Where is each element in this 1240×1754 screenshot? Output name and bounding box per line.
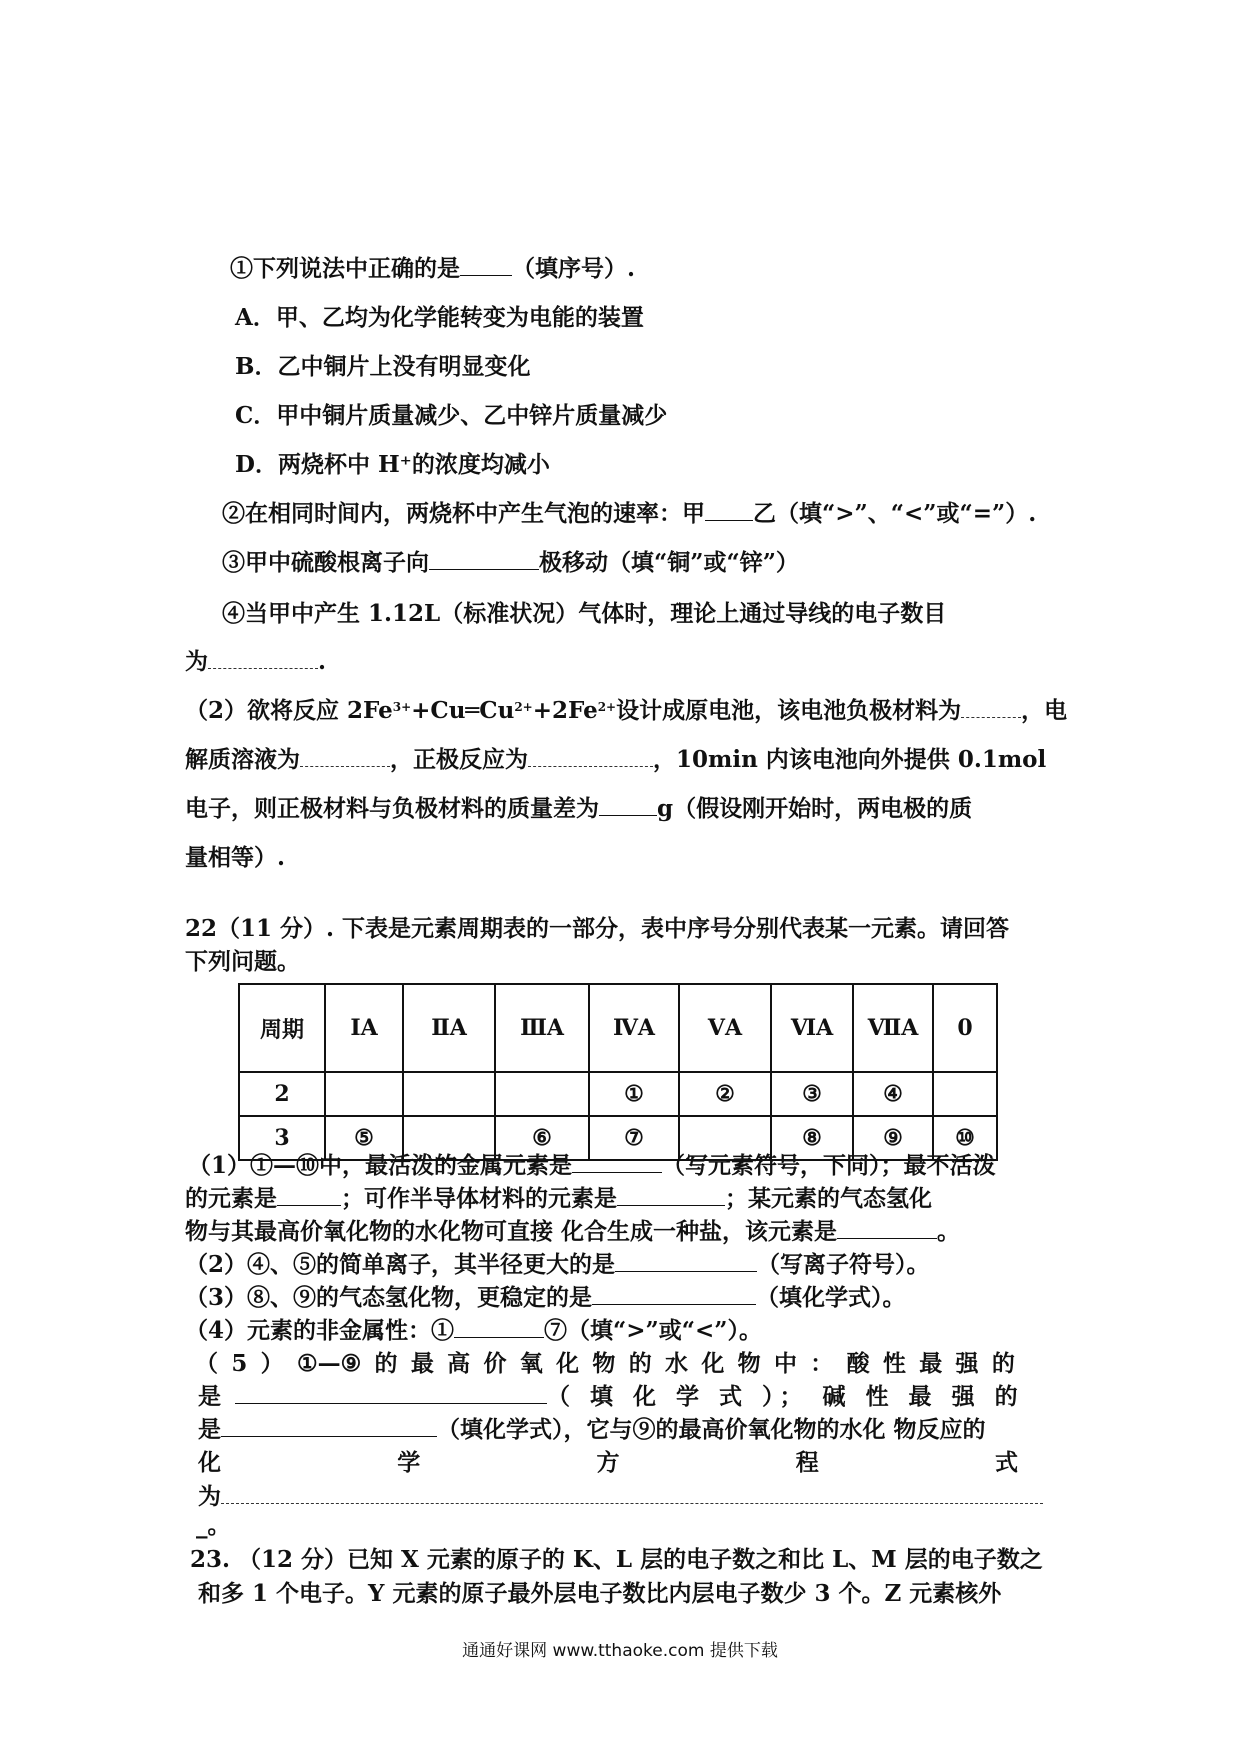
text: 是	[198, 1416, 221, 1443]
text: （写离子符号）。	[757, 1251, 930, 1278]
periodic-table	[238, 983, 998, 1161]
answer-blank[interactable]	[235, 1381, 547, 1404]
q21-part2-line1	[185, 695, 1067, 727]
q21-part2-line2	[185, 744, 1046, 776]
superscript: 2+	[597, 700, 617, 714]
text: （	[195, 1350, 218, 1377]
answer-blank[interactable]	[460, 253, 512, 276]
table-header-cell: ⅡA	[403, 984, 495, 1072]
q22-title: 22（11 分）. 下表是元素周期表的一部分，表中序号分别代表某一元素。请回答	[185, 915, 1010, 942]
text: （ 填 化 学 式 ）； 碱 性 最 强 的	[547, 1383, 1024, 1410]
q22-sub4	[185, 1315, 762, 1347]
text: ：	[810, 1350, 834, 1377]
text: ⑦（填“>”或“<”）。	[544, 1317, 762, 1344]
page-footer: 通通好课网 www.tthaoke.com 提供下载	[462, 1641, 778, 1661]
text: （3）⑧、⑨的气态氢化物，更稳定的是	[185, 1284, 593, 1311]
text: 学	[397, 1449, 421, 1476]
text: 电子，则正极材料与负极材料的质量差为	[185, 795, 599, 822]
table-cell	[495, 1072, 589, 1116]
text: ①—⑨	[296, 1350, 362, 1377]
table-cell	[933, 1072, 997, 1116]
answer-blank[interactable]	[961, 695, 1021, 718]
q21-sub2-suffix: 乙（填“>”、“<”或“=”）.	[753, 500, 1037, 527]
text: （填化学式）。	[756, 1284, 906, 1311]
text: ，10min 内该电池向外提供 0.1mol	[653, 746, 1047, 773]
answer-blank[interactable]	[221, 1481, 1043, 1504]
text: 氧	[519, 1350, 543, 1377]
answer-blank[interactable]	[454, 1315, 544, 1338]
q22-sub5-line3	[198, 1414, 986, 1446]
q22-sub5-line5	[198, 1481, 1043, 1513]
table-header-cell: 周期	[239, 984, 325, 1072]
text: （填化学式），它与⑨的最高价氧化物的水化 物反应的	[437, 1416, 986, 1443]
text: +2Fe	[532, 697, 598, 724]
table-cell: ⑥	[495, 1116, 589, 1160]
text: 化	[556, 1350, 580, 1377]
answer-blank[interactable]	[599, 793, 657, 816]
text: 的	[374, 1350, 398, 1377]
q23-line1: 23. （12 分）已知 X 元素的原子的 K、L 层的电子数之和比 L、M 层的电子数之	[190, 1546, 1043, 1573]
text: ；可作半导体材料的元素是	[341, 1185, 617, 1212]
answer-blank[interactable]	[277, 1183, 341, 1206]
q22-sub5-line4	[198, 1447, 1018, 1479]
answer-blank[interactable]	[300, 744, 390, 767]
table-header-cell: ⅢA	[495, 984, 589, 1072]
table-header-cell: ⅣA	[589, 984, 679, 1072]
text: ）	[260, 1350, 284, 1377]
text: （4）元素的非金属性：①	[185, 1317, 455, 1344]
table-cell	[325, 1072, 403, 1116]
answer-blank[interactable]	[572, 1150, 662, 1173]
table-cell: ③	[771, 1072, 853, 1116]
table-header-cell: ⅤA	[679, 984, 771, 1072]
answer-blank[interactable]	[705, 498, 753, 521]
answer-blank[interactable]	[837, 1216, 937, 1239]
text: （2）欲将反应 2Fe	[185, 697, 393, 724]
q21-option-a: A．甲、乙均为化学能转变为电能的装置	[235, 304, 644, 331]
text: 的元素是	[185, 1185, 277, 1212]
text: 最	[410, 1350, 434, 1377]
text: ；某元素的气态氢化	[725, 1185, 932, 1212]
text: ，电	[1021, 697, 1068, 724]
answer-blank[interactable]	[208, 646, 318, 669]
table-header-cell: ⅥA	[771, 984, 853, 1072]
table-cell: ⑦	[589, 1116, 679, 1160]
table-cell: ⑧	[771, 1116, 853, 1160]
q21-sub4-prefix: 为	[185, 648, 208, 675]
text: 物	[592, 1350, 616, 1377]
text: 。	[937, 1218, 961, 1245]
q21-sub3	[222, 547, 799, 579]
table-cell: ⑩	[933, 1116, 997, 1160]
text: 程	[795, 1449, 819, 1476]
text: 为	[198, 1483, 221, 1510]
table-cell: ④	[853, 1072, 933, 1116]
q21-sub4-end: .	[318, 648, 327, 675]
text: （2）④、⑤的简单离子，其半径更大的是	[185, 1251, 616, 1278]
text: 设计成原电池，该电池负极材料为	[616, 697, 962, 724]
table-cell: ⑨	[853, 1116, 933, 1160]
answer-blank[interactable]	[429, 547, 539, 570]
table-cell: ②	[679, 1072, 771, 1116]
q22-sub5-line6: _。	[196, 1512, 231, 1539]
q21-sub2-prompt: ②在相同时间内，两烧杯中产生气泡的速率：甲	[222, 500, 705, 527]
table-cell: 2	[239, 1072, 325, 1116]
q21-sub1-prompt: ①下列说法中正确的是	[230, 255, 460, 282]
text: ，正极反应为	[390, 746, 528, 773]
q21-part2-line3	[185, 793, 972, 825]
q21-sub3-prompt: ③甲中硫酸根离子向	[222, 549, 429, 576]
text: 5	[231, 1350, 248, 1377]
text: 价	[483, 1350, 507, 1377]
table-cell	[403, 1072, 495, 1116]
q22-title-cont: 下列问题。	[185, 948, 300, 975]
text: 酸	[846, 1350, 870, 1377]
text: 方	[596, 1449, 620, 1476]
text: （1）①—⑩中，最活泼的金属元素是	[188, 1152, 573, 1179]
q22-sub1-line3	[185, 1216, 960, 1248]
text: 是	[198, 1383, 221, 1410]
text: 的	[991, 1350, 1015, 1377]
q22-sub1-line1	[188, 1150, 996, 1182]
text: +Cu═Cu	[411, 697, 515, 724]
table-cell: ⑤	[325, 1116, 403, 1160]
text: 高	[447, 1350, 471, 1377]
table-header-cell: ⅦA	[853, 984, 933, 1072]
text: 强	[955, 1350, 979, 1377]
q21-sub4-cont	[185, 646, 326, 678]
text: 最	[919, 1350, 943, 1377]
q21-sub4: ④当甲中产生 1.12L（标准状况）气体时，理论上通过导线的电子数目	[222, 600, 947, 627]
q21-part2-line4: 量相等）.	[185, 844, 286, 871]
table-cell: 3	[239, 1116, 325, 1160]
text: 解质溶液为	[185, 746, 300, 773]
superscript: 3+	[392, 700, 412, 714]
q22-sub5-line1	[195, 1348, 1015, 1380]
q21-sub1	[230, 253, 635, 285]
text: 中	[773, 1350, 797, 1377]
q22-sub1-line2	[185, 1183, 932, 1215]
answer-blank[interactable]	[221, 1414, 437, 1437]
text: 水	[665, 1350, 689, 1377]
text: 物与其最高价氧化物的水化物可直接 化合生成一种盐，该元素是	[185, 1218, 838, 1245]
q21-option-d: D．两烧杯中 H⁺的浓度均减小	[235, 451, 550, 478]
q22-sub2	[185, 1249, 930, 1281]
q23-line2: 和多 1 个电子。Y 元素的原子最外层电子数比内层电子数少 3 个。Z 元素核外	[198, 1580, 1002, 1607]
text: 的	[628, 1350, 652, 1377]
q21-sub1-suffix: （填序号）.	[512, 255, 636, 282]
table-header-cell: ⅠA	[325, 984, 403, 1072]
text: 式	[995, 1449, 1018, 1476]
text: 性	[882, 1350, 906, 1377]
q21-option-c: C．甲中铜片质量减少、乙中锌片质量减少	[235, 402, 668, 429]
q21-option-b: B．乙中铜片上没有明显变化	[235, 353, 531, 380]
answer-blank[interactable]	[528, 744, 653, 767]
answer-blank[interactable]	[615, 1249, 757, 1272]
q22-sub5-line2	[198, 1381, 1024, 1413]
superscript: 2+	[514, 700, 533, 714]
q21-sub2	[222, 498, 1036, 530]
text: 化	[198, 1449, 221, 1476]
table-header-cell: 0	[933, 984, 997, 1072]
text: 化	[701, 1350, 725, 1377]
table-row	[239, 1072, 997, 1116]
q22-sub3	[185, 1282, 906, 1314]
table-cell: ①	[589, 1072, 679, 1116]
answer-blank[interactable]	[617, 1183, 725, 1206]
text: 物	[737, 1350, 761, 1377]
table-header-row	[239, 984, 997, 1072]
answer-blank[interactable]	[592, 1282, 756, 1305]
text: （写元素符号，下同）；最不活泼	[662, 1152, 996, 1179]
q21-sub3-suffix: 极移动（填“铜”或“锌”）	[539, 549, 799, 576]
text: g（假设刚开始时，两电极的质	[657, 795, 973, 822]
